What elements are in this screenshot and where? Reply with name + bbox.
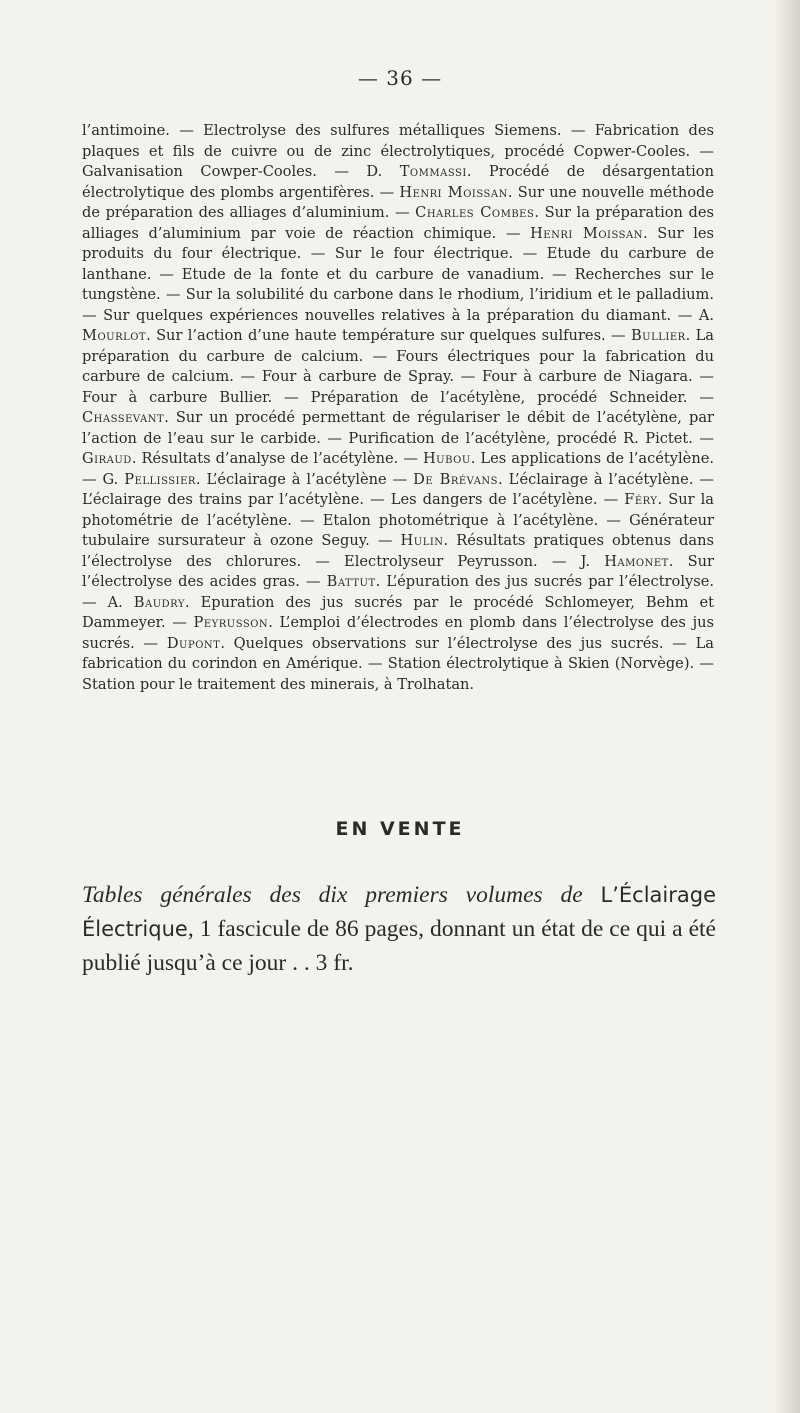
text-run: . L’éclairage à l’acétylène. — L’éclairage des trains par l’acétylène. — Les dangers de l’acétylène. — (82, 470, 714, 508)
text-run: . L’éclairage à l’acétylène — (195, 470, 414, 488)
author-name: Peyrusson (193, 614, 269, 631)
text-run: . L’épuration des jus sucrés par l’électrolyse. — A. (82, 573, 714, 611)
author-name: Giraud (82, 450, 132, 467)
text-run: . Sur l’électrolyse des acides gras. — (82, 552, 715, 590)
text-run: . Procédé de désargentation électrolytique des plombs argentifères. — (82, 163, 714, 201)
author-name: Henri Moissan (399, 183, 508, 201)
page-edge-shadow (774, 0, 800, 1413)
author-name: Chassevant (82, 409, 165, 426)
author-name: Hubou (422, 450, 471, 467)
article-body-paragraph (82, 121, 714, 695)
author-name: Dupont (166, 634, 221, 652)
author-name: Pellissier (124, 470, 196, 488)
author-name: Hamonet (604, 552, 669, 570)
text-run: . Sur la préparation des alliages d’aluminium par voie de réaction chimique. — (82, 204, 715, 242)
text-run: . Epuration des jus sucrés par le procédé Schlomeyer, Behm et Dammeyer. — (82, 593, 714, 631)
for-sale-notice (82, 878, 716, 980)
text-run: . Sur les produits du four électrique. — Sur le four électrique. — Etude du carbure de lanthane. — Etude de la fonte et du carbure de vanadium. — Recherches sur le tungstène. — Sur la solubilité du carbone dans le rhodium, l’iridium et le palladium. — Sur quelques expériences nouvelles relatives à la préparation du diamant. — A. (82, 224, 714, 324)
page-number: — 36 — (357, 66, 443, 90)
sale-description: , 1 fascicule de 86 pages, donnant un état de ce qui a été publié jusqu’à ce jour . . 3 fr. (82, 916, 716, 976)
text-run: . Sur l’action d’une haute température sur quelques sulfures. — (146, 327, 631, 344)
text-run: . Résultats pratiques obtenus dans l’électrolyse des chlorures. — Electrolyseur Peyrusson. — J. (82, 532, 714, 570)
text-run: . L’emploi d’électrodes en plomb dans l’électrolyse des jus sucrés. — (82, 614, 714, 652)
text-run: . Quelques observations sur l’électrolyse des jus sucrés. — La fabrication du corindon en Amérique. — Station électrolytique à Skien (Norvège). — Station pour le traitement des minerais, à Trolhatan. (82, 634, 714, 693)
author-name: Bullier (630, 327, 686, 344)
text-run: . La préparation du carbure de calcium. — Fours électriques pour la fabrication du carbure de calcium. — Four à carbure de Spray. — Four à carbure de Niagara. — Four à carbure Bullier. — Préparation de l’acétylène, procédé Schneider. — (82, 327, 715, 406)
author-name: Baudry (133, 593, 185, 611)
author-name: Henri Moissan (530, 224, 643, 242)
text-run: . Sur la photométrie de l’acétylène. — Etalon photométrique à l’acétylène. — Générateur tubulaire sursurateur à ozone Seguy. — (82, 491, 714, 549)
author-name: Tommassi (399, 163, 467, 180)
author-name: Battut (326, 573, 376, 590)
text-run: . Sur une nouvelle méthode de préparation des alliages d’aluminium. — (82, 183, 714, 221)
text-run: . Sur un procédé permettant de régulariser le débit de l’acétylène, par l’action de l’eau sur le carbide. — Purification de l’acétylène, procédé R. Pictet. — (82, 409, 714, 447)
text-run: l’antimoine. — Electrolyse des sulfures métalliques Siemens. — Fabrication des plaques et fils de cuivre ou de zinc électrolytiques, procédé Copwer-Cooles. — Galvanisation Cowper-Cooles. — D. (82, 122, 714, 180)
author-name: De Brévans (413, 470, 499, 488)
text-run: . Les applications de l’acétylène. — G. (82, 450, 714, 488)
for-sale-heading: EN VENTE (335, 818, 465, 840)
author-name: Hulin (400, 532, 444, 549)
author-name: Mourlot (82, 327, 147, 344)
text-run: . Résultats d’analyse de l’acétylène. — (131, 450, 423, 467)
author-name: Charles Combes (415, 204, 535, 221)
sale-title-italic: Tables générales des dix premiers volumes de (82, 882, 583, 908)
author-name: Féry (624, 491, 658, 508)
sale-brand-name: L’Éclairage Électrique (82, 883, 717, 941)
